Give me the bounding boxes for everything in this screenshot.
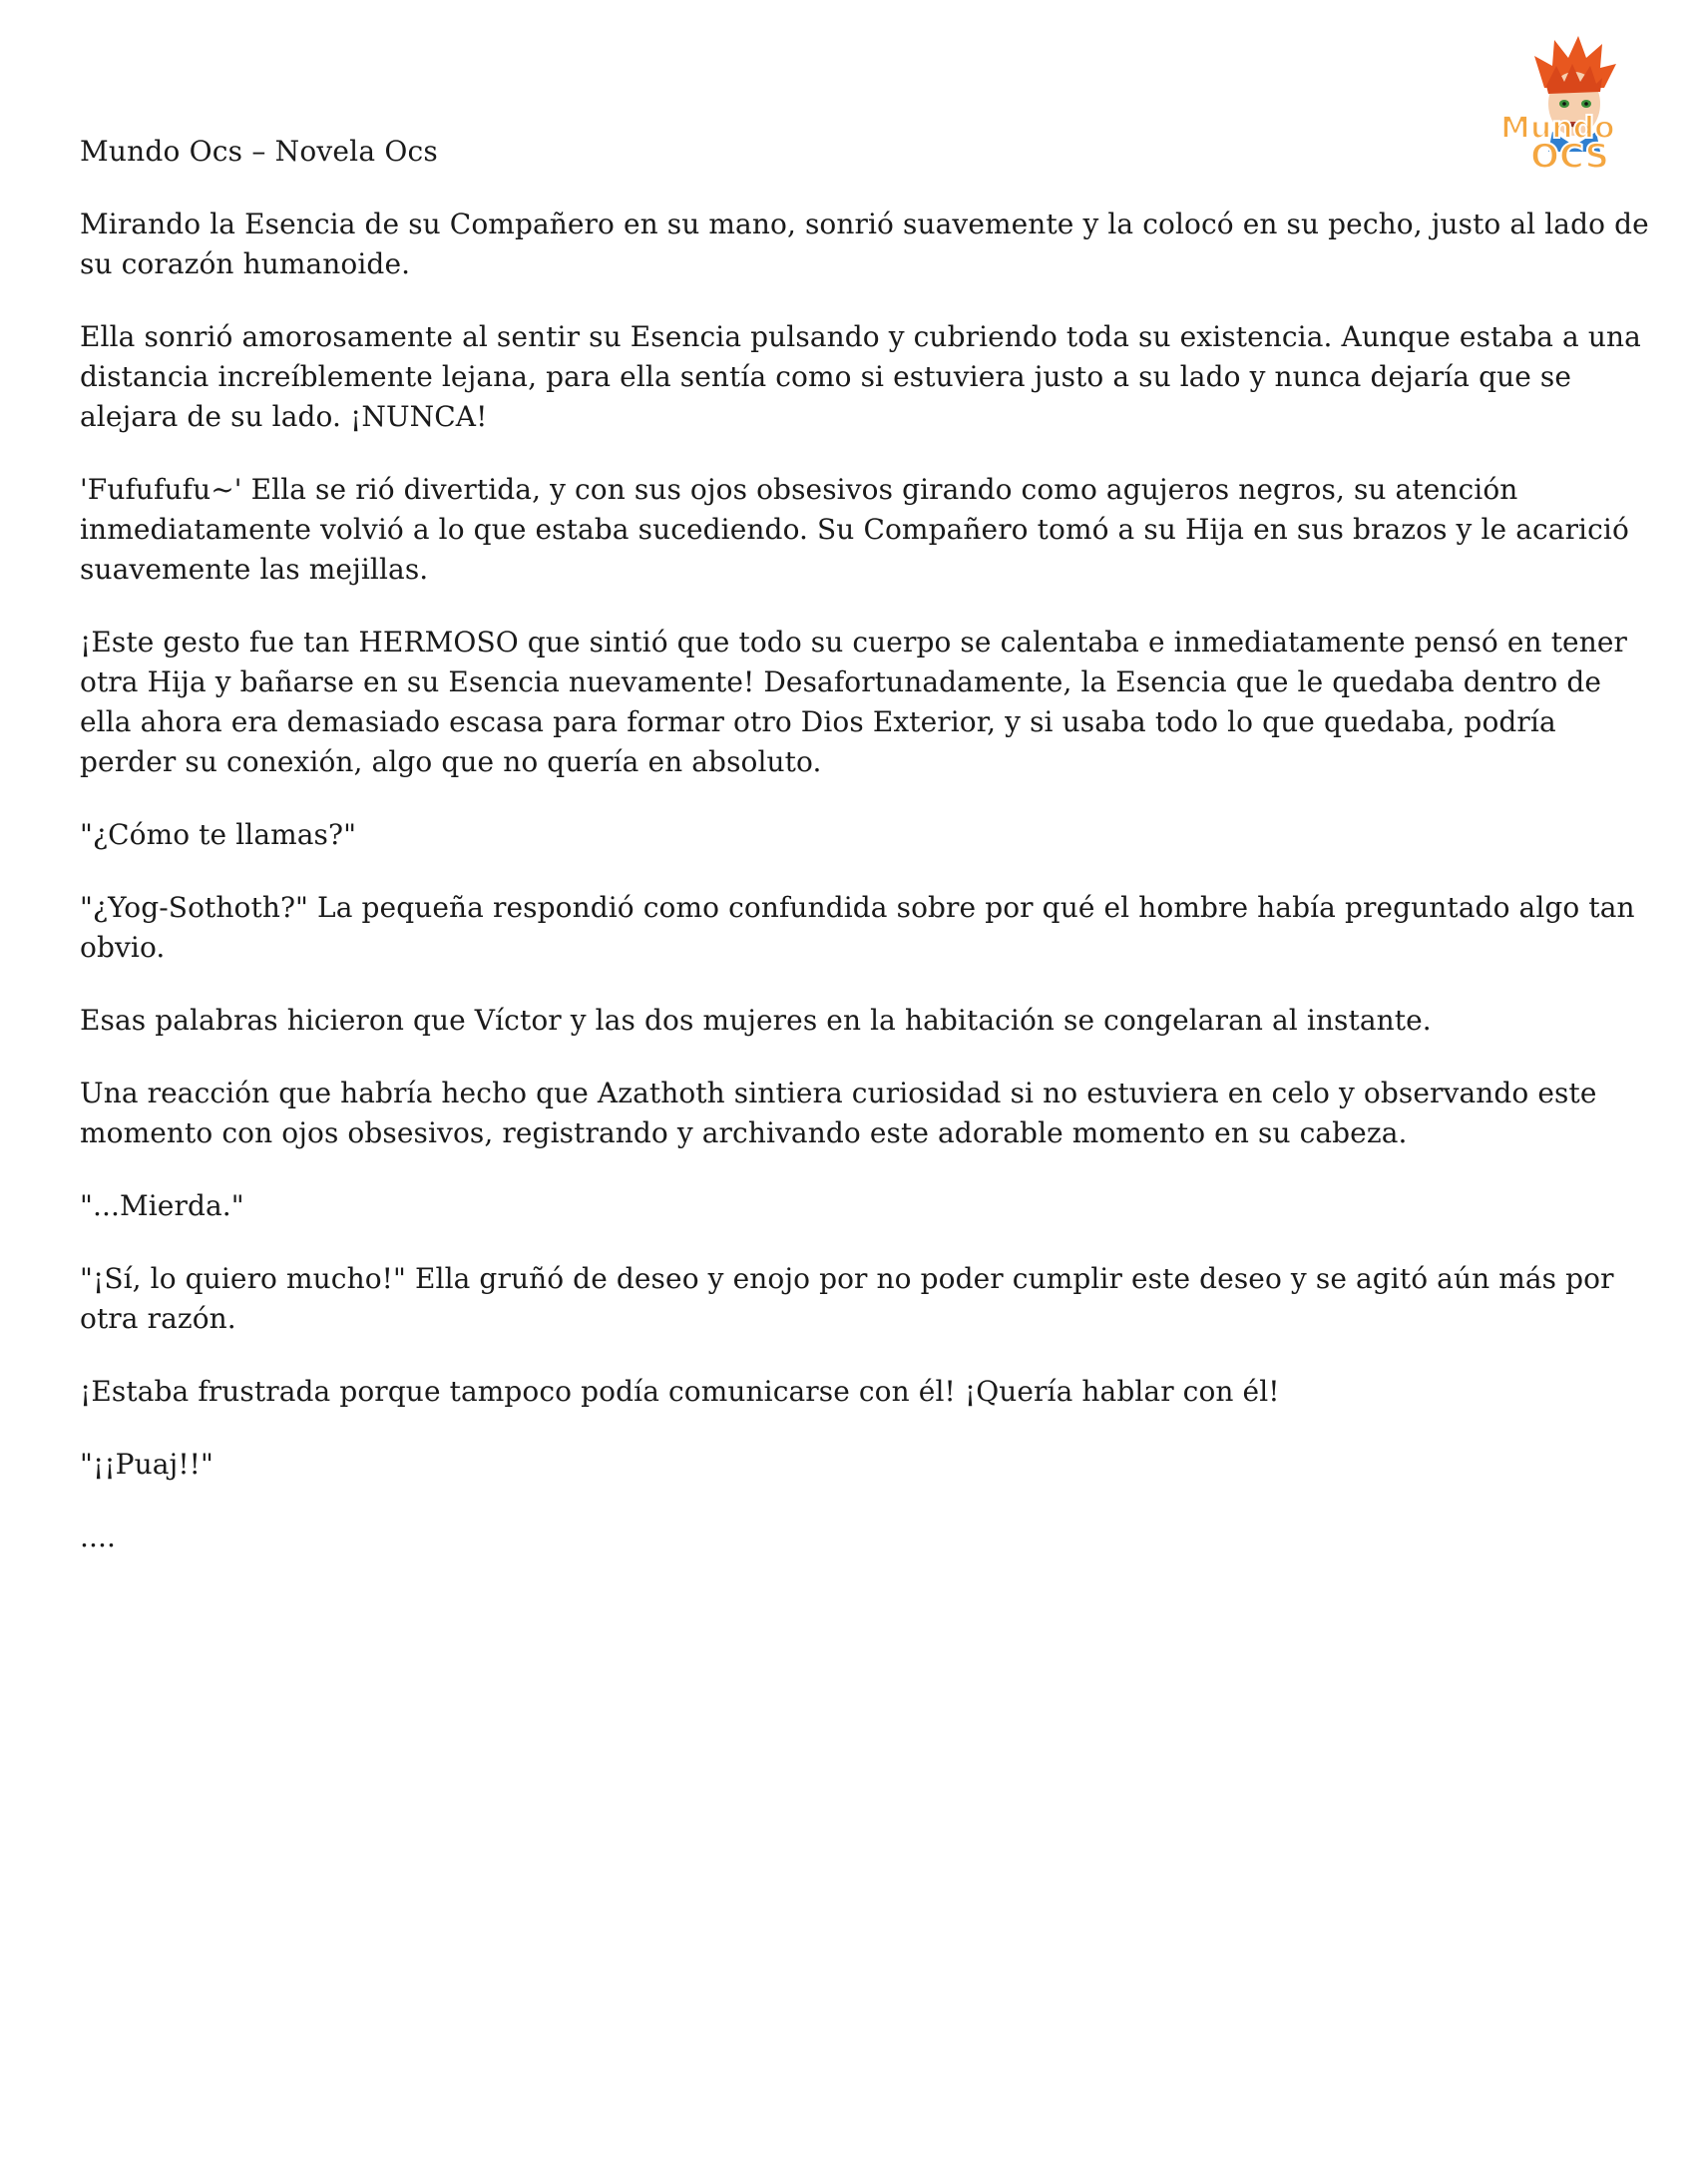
paragraph: "¿Yog-Sothoth?" La pequeña respondió como confundida sobre por qué el hombre había preguntado algo tan obvio. bbox=[80, 891, 1635, 964]
mundo-ocs-logo-icon bbox=[1496, 26, 1646, 176]
paragraph: Una reacción que habría hecho que Azathoth sintiera curiosidad si no estuviera en celo y observando este momento con ojos obsesivos, registrando y archivando este adorable momento en su cabeza. bbox=[80, 1077, 1597, 1149]
paragraph: Ella sonrió amorosamente al sentir su Esencia pulsando y cubriendo toda su existencia. Aunque estaba a una distancia increíblemente lejana, para ella sentía como si estuviera justo a su lado y nunca dejaría que se alejara de su lado. ¡NUNCA! bbox=[80, 320, 1641, 433]
paragraph: ¡Este gesto fue tan HERMOSO que sintió que todo su cuerpo se calentaba e inmediatamente pensó en tener otra Hija y bañarse en su Esencia nuevamente! Desafortunadamente, la Esencia que le quedaba dentro de ella ahora era demasiado escasa para formar otro Dios Exterior, y si usaba todo lo que quedaba, podría perder su conexión, algo que no quería en absoluto. bbox=[80, 626, 1628, 778]
paragraph: "¡Sí, lo quiero mucho!" Ella gruñó de deseo y enojo por no poder cumplir este deseo y se agitó aún más por otra razón. bbox=[80, 1262, 1614, 1335]
logo-text-top: Mundo bbox=[1500, 111, 1615, 146]
paragraph: Mirando la Esencia de su Compañero en su mano, sonrió suavemente y la colocó en su pecho, justo al lado de su corazón humanoide. bbox=[80, 208, 1649, 280]
logo-text-bottom: OCS bbox=[1530, 137, 1609, 176]
paragraph: "¡¡Puaj!!" bbox=[80, 1448, 214, 1481]
paragraph: .... bbox=[80, 1521, 117, 1553]
paragraph: Esas palabras hicieron que Víctor y las dos mujeres en la habitación se congelaran al instante. bbox=[80, 1004, 1432, 1037]
paragraph: "...Mierda." bbox=[80, 1189, 244, 1222]
paragraph: 'Fufufufu~' Ella se rió divertida, y con sus ojos obsesivos girando como agujeros negros, su atención inmediatamente volvió a lo que estaba sucediendo. Su Compañero tomó a su Hija en sus brazos y le acarició suavemente las mejillas. bbox=[80, 473, 1629, 586]
page-header: Mundo Ocs – Novela Ocs bbox=[80, 135, 438, 168]
body-text bbox=[80, 205, 1651, 1590]
paragraph: ¡Estaba frustrada porque tampoco podía comunicarse con él! ¡Quería hablar con él! bbox=[80, 1375, 1280, 1408]
paragraph: "¿Cómo te llamas?" bbox=[80, 818, 357, 851]
